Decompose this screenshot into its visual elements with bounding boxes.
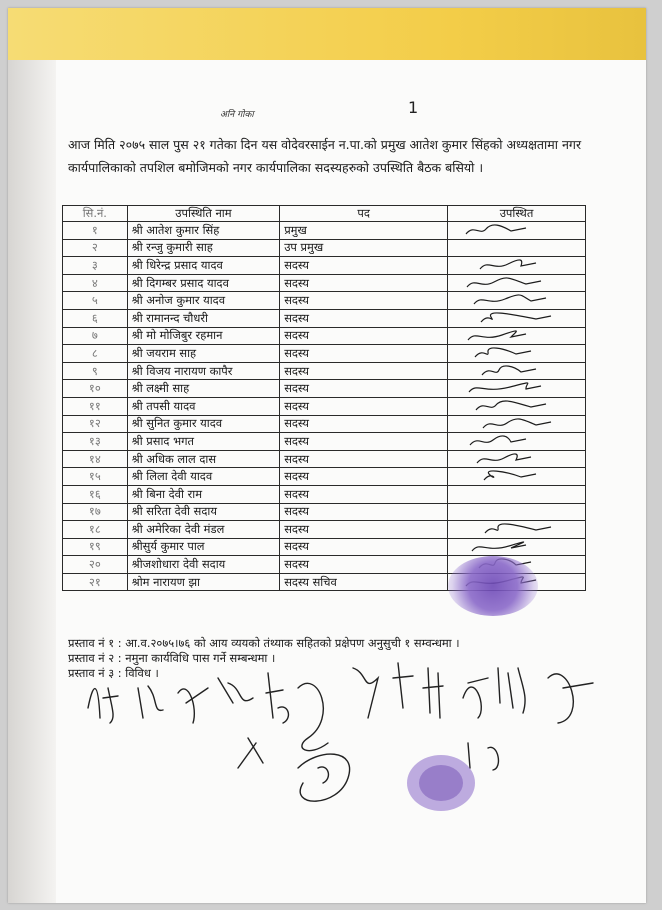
agenda-item-1: प्रस्ताव नं १ : आ.व.२०७५।७६ को आय व्ययको तंथ्याक सहितको प्रक्षेपण अनुसुची १ सम्वन्धमा । (68, 636, 460, 650)
member-name-cell: श्री रन्जु कुमारी साह (127, 239, 280, 257)
agenda-item-2: प्रस्ताव नं २ : नमुना कार्यविधि पास गर्ने सम्बन्धमा । (68, 651, 276, 665)
serial-cell: १५ (63, 468, 128, 486)
member-name-cell: श्री सुनित कुमार यादव (127, 415, 280, 433)
member-post-cell: सदस्य (280, 485, 448, 503)
header-post: पद (280, 206, 448, 222)
serial-cell: १३ (63, 433, 128, 451)
document-page (8, 8, 646, 903)
table-row (63, 485, 586, 503)
handwritten-signature-icon (456, 293, 556, 307)
signature-cell (448, 503, 586, 521)
member-name-cell: श्री आतेश कुमार सिंह (127, 222, 280, 240)
handwritten-signature-icon (456, 399, 556, 413)
signature-cell (448, 380, 586, 398)
member-name-cell: श्री दिगम्बर प्रसाद यादव (127, 274, 280, 292)
serial-cell: ५ (63, 292, 128, 310)
handwritten-signature-icon (456, 452, 556, 466)
page-number: 1 (408, 98, 419, 117)
handwritten-note: अनि गोका (220, 110, 254, 120)
member-post-cell: सदस्य (280, 521, 448, 539)
handwritten-signature-icon (456, 346, 556, 360)
member-name-cell: श्री रामानन्द चौधरी (127, 309, 280, 327)
member-post-cell: सदस्य (280, 380, 448, 398)
table-row (63, 362, 586, 380)
member-name-cell: श्री बिना देवी राम (127, 485, 280, 503)
table-row (63, 380, 586, 398)
handwritten-signature-icon (456, 329, 556, 343)
member-name-cell: श्रोम नारायण झा (127, 573, 280, 591)
attendance-rows (63, 222, 586, 591)
member-name-cell: श्री मो मोजिबुर रहमान (127, 327, 280, 345)
member-post-cell: सदस्य (280, 327, 448, 345)
signature-cell (448, 362, 586, 380)
agenda-item-3: प्रस्ताव नं ३ : विविध । (68, 666, 159, 680)
table-row (63, 468, 586, 486)
signature-cell (448, 433, 586, 451)
member-name-cell: श्री अनोज कुमार यादव (127, 292, 280, 310)
serial-cell: ३ (63, 257, 128, 275)
handwritten-signature-icon (456, 223, 556, 237)
table-row (63, 274, 586, 292)
handwritten-signature-icon (456, 417, 556, 431)
signature-cell (448, 292, 586, 310)
serial-cell: १० (63, 380, 128, 398)
serial-cell: १ (63, 222, 128, 240)
member-post-cell: सदस्य (280, 450, 448, 468)
binding-shadow (8, 60, 56, 903)
serial-cell: २० (63, 556, 128, 574)
member-name-cell: श्री धिरेन्द्र प्रसाद यादव (127, 257, 280, 275)
signature-cell (448, 274, 586, 292)
table-row (63, 222, 586, 240)
signature-cell (448, 309, 586, 327)
serial-cell: ८ (63, 345, 128, 363)
signature-cell (448, 485, 586, 503)
signature-cell (448, 521, 586, 539)
handwritten-signature-icon (456, 364, 556, 378)
member-name-cell: श्री लक्ष्मी साह (127, 380, 280, 398)
signature-cell (448, 257, 586, 275)
table-row (63, 345, 586, 363)
member-post-cell: सदस्य (280, 292, 448, 310)
handwritten-signature-icon (456, 522, 556, 536)
serial-cell: १९ (63, 538, 128, 556)
serial-cell: ७ (63, 327, 128, 345)
signature-cell (448, 450, 586, 468)
member-post-cell: सदस्य (280, 257, 448, 275)
signature-cell (448, 468, 586, 486)
member-post-cell: सदस्य सचिव (280, 573, 448, 591)
member-name-cell: श्री विजय नारायण कापैर (127, 362, 280, 380)
member-post-cell: सदस्य (280, 503, 448, 521)
serial-cell: १८ (63, 521, 128, 539)
member-post-cell: सदस्य (280, 556, 448, 574)
signature-cell (448, 345, 586, 363)
signature-cell (448, 327, 586, 345)
handwritten-signature-icon (456, 311, 556, 325)
member-name-cell: श्री तपसी यादव (127, 397, 280, 415)
serial-cell: २ (63, 239, 128, 257)
serial-cell: १२ (63, 415, 128, 433)
table-row (63, 450, 586, 468)
member-post-cell: सदस्य (280, 397, 448, 415)
table-row (63, 503, 586, 521)
member-name-cell: श्री अमेरिका देवी मंडल (127, 521, 280, 539)
member-post-cell: सदस्य (280, 309, 448, 327)
handwritten-signature-icon (456, 540, 556, 554)
member-post-cell: उप प्रमुख (280, 239, 448, 257)
attendance-table (62, 205, 586, 591)
member-name-cell: श्री अधिक लाल दास (127, 450, 280, 468)
table-row (63, 415, 586, 433)
serial-cell: ६ (63, 309, 128, 327)
member-post-cell: सदस्य (280, 345, 448, 363)
serial-cell: ९ (63, 362, 128, 380)
signature-cell (448, 415, 586, 433)
serial-cell: १६ (63, 485, 128, 503)
header-name: उपस्थिति नाम (127, 206, 280, 222)
table-row (63, 538, 586, 556)
member-post-cell: सदस्य (280, 274, 448, 292)
member-name-cell: श्रीसुर्य कुमार पाल (127, 538, 280, 556)
table-row (63, 433, 586, 451)
member-post-cell: प्रमुख (280, 222, 448, 240)
header-present: उपस्थित (448, 206, 586, 222)
table-row (63, 327, 586, 345)
header-serial: सि.नं. (63, 206, 128, 222)
attendance-header-row (63, 206, 586, 222)
round-office-seal-icon (407, 755, 475, 811)
member-post-cell: सदस्य (280, 362, 448, 380)
meeting-intro-paragraph: आज मिति २०७५ साल पुस २१ गतेका दिन यस वोदेवरसाईन न.पा.को प्रमुख आतेश कुमार सिंहको अध्यक्षतामा नगर कार्यपालिकाको तपशिल बमोजिमको नगर कार्यपालिका सदस्यहरुको उपस्थिति बैठक बसियो । (68, 137, 582, 175)
table-row (63, 521, 586, 539)
signature-cell (448, 538, 586, 556)
serial-cell: ४ (63, 274, 128, 292)
handwritten-signature-icon (456, 276, 556, 290)
member-post-cell: सदस्य (280, 468, 448, 486)
member-name-cell: श्री जयराम साह (127, 345, 280, 363)
handwritten-signature-icon (456, 258, 556, 272)
member-name-cell: श्री लिला देवी यादव (127, 468, 280, 486)
handwritten-signature-icon (456, 469, 556, 483)
yellow-folder-edge (8, 8, 646, 60)
purple-seal-on-table-icon (448, 556, 538, 616)
member-post-cell: सदस्य (280, 415, 448, 433)
signature-cell (448, 397, 586, 415)
member-post-cell: सदस्य (280, 538, 448, 556)
signature-cell (448, 239, 586, 257)
member-signatures (68, 648, 608, 818)
handwritten-signature-icon (456, 381, 556, 395)
member-post-cell: सदस्य (280, 433, 448, 451)
table-row (63, 239, 586, 257)
handwritten-signature-icon (456, 434, 556, 448)
serial-cell: ११ (63, 397, 128, 415)
member-name-cell: श्री प्रसाद भगत (127, 433, 280, 451)
signature-cell (448, 222, 586, 240)
serial-cell: १७ (63, 503, 128, 521)
member-name-cell: श्री सरिता देवी सदाय (127, 503, 280, 521)
serial-cell: १४ (63, 450, 128, 468)
serial-cell: २१ (63, 573, 128, 591)
table-row (63, 309, 586, 327)
table-row (63, 397, 586, 415)
member-name-cell: श्रीजशोधारा देवी सदाय (127, 556, 280, 574)
table-row (63, 257, 586, 275)
table-row (63, 292, 586, 310)
